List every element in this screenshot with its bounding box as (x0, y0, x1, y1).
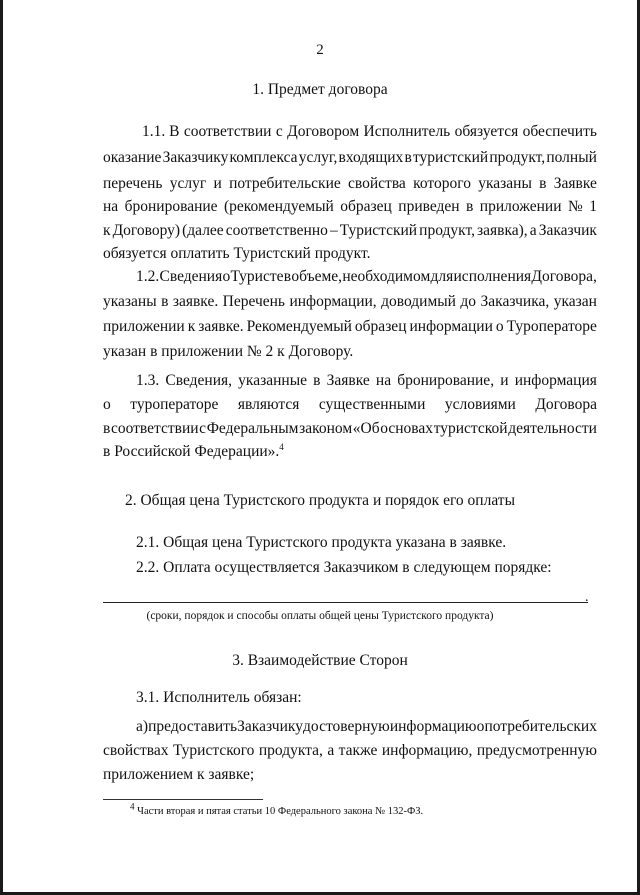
para-1-3-line-2 (103, 395, 597, 415)
section-3-heading: 3. Взаимодействие Сторон (232, 652, 408, 669)
word: Заказчика, (480, 293, 550, 310)
word: полный (546, 149, 597, 166)
word: достоверную (303, 718, 390, 735)
footnote-mark: 4 (130, 801, 135, 812)
word: 1.2. (136, 268, 160, 285)
word: в (313, 372, 321, 389)
word: 1.1. В (142, 123, 180, 140)
word: указаны (478, 175, 532, 192)
word: Заказчику (237, 718, 303, 735)
word: условиями (444, 396, 516, 413)
word: заявке. (198, 318, 244, 335)
word: к (103, 222, 111, 239)
word: 1 (589, 198, 597, 215)
word: существенными (318, 396, 426, 413)
word: образец (354, 318, 407, 335)
footnote (130, 801, 424, 817)
word: в (161, 293, 169, 310)
word: приложении (479, 198, 562, 215)
footnote-reference: 4 (279, 441, 284, 452)
para-3-1: 3.1. Исполнитель обязан: (136, 689, 302, 706)
word: на (375, 372, 392, 389)
word: о (476, 718, 485, 735)
word: потребительские (229, 175, 341, 192)
word: предоставить (148, 718, 238, 735)
para-1-1-line-4 (103, 197, 597, 217)
word: объеме, (291, 268, 343, 285)
word: Договором (287, 123, 360, 140)
word: приложении (103, 318, 185, 335)
word: соответствии (110, 420, 199, 437)
word: 1.3. (136, 372, 160, 389)
footnote-text: Части вторая и пятая статьи 10 Федерального закона № 132-ФЗ. (134, 806, 424, 817)
word: к (187, 318, 196, 335)
word: соответствии (183, 123, 272, 140)
para-1-1-line-6: обязуется оплатить Туристский продукт. (103, 245, 371, 262)
para-3-1-a-line-1 (136, 717, 597, 737)
para-3-1-a-line-3: приложением к заявке; (103, 766, 255, 783)
word: также (338, 742, 378, 759)
word: комплекса (229, 149, 298, 166)
section-2-heading: 2. Общая цена Туристского продукта и порядок его оплаты (124, 492, 515, 509)
word: а (529, 222, 537, 239)
word: соответственно (225, 222, 328, 239)
word: Заказчик (538, 222, 597, 239)
word: с (199, 420, 207, 437)
word: обеспечить (522, 123, 597, 140)
word: а (327, 742, 335, 759)
word: указанные (238, 372, 307, 389)
word: информации, (289, 293, 377, 310)
para-1-1-line-1 (142, 122, 597, 142)
word: туристской (433, 420, 508, 437)
word: Договора (535, 396, 597, 413)
word: Заявке (553, 175, 597, 192)
word: оказание (103, 149, 162, 166)
word: до (460, 293, 477, 310)
word: Туроператоре (506, 318, 597, 335)
para-1-3-line-4: в Российской Федерации».$^4$ (103, 441, 284, 460)
word: приведен (398, 198, 460, 215)
word: входящих (338, 149, 404, 166)
word: в (466, 198, 474, 215)
footnote-separator (103, 799, 263, 800)
word: услуг (169, 175, 207, 192)
word: Договора, (531, 268, 597, 285)
para-1-2-line-3 (103, 317, 597, 337)
word: образец (340, 198, 392, 215)
fill-in-line-end: . (585, 590, 589, 605)
word: о (222, 268, 231, 285)
word: на (103, 198, 119, 215)
word: являются (237, 396, 300, 413)
word: исполнения (453, 268, 532, 285)
word: продукт, (419, 222, 475, 239)
word: Туристе (230, 268, 284, 285)
word: с (275, 123, 283, 140)
word: и (500, 372, 509, 389)
section-1-heading: 1. Предмет договора (252, 81, 388, 98)
fill-in-caption: (сроки, порядок и способы оплаты общей цены Туристского продукта) (146, 610, 494, 622)
para-1-3-line-1 (136, 371, 597, 391)
para-2-1: 2.1. Общая цена Туристского продукта указана в заявке. (136, 534, 507, 551)
word: в (103, 420, 111, 437)
para-1-1-line-3 (103, 174, 597, 194)
page-number: 2 (316, 42, 324, 58)
word: информацию, (381, 742, 473, 759)
word: Заявке (326, 372, 370, 389)
word: туристский (412, 149, 489, 166)
word: указаны (103, 293, 157, 310)
word: обязуется (454, 123, 519, 140)
word: в (539, 175, 547, 192)
word: о (495, 318, 504, 335)
word: доводимый (381, 293, 456, 310)
word: услуг, (298, 149, 338, 166)
word: – (329, 222, 338, 239)
word: в (283, 268, 292, 285)
word: туроператоре (130, 396, 219, 413)
para-1-3-line-3 (103, 419, 597, 439)
word: «Об (352, 420, 380, 437)
word: Договору) (112, 222, 181, 239)
word: (рекомендуемый (224, 198, 334, 215)
word: деятельности (508, 420, 597, 437)
word: перечень (103, 175, 163, 192)
word: и (213, 175, 222, 192)
word: Рекомендуемый (246, 318, 352, 335)
word: которого (413, 175, 471, 192)
para-1-1-line-5 (103, 221, 597, 241)
word: информацию (389, 718, 477, 735)
para-2-2: 2.2. Оплата осуществляется Заказчиком в следующем порядке: (136, 559, 552, 576)
word: продукта, (258, 742, 323, 759)
word: основах (380, 420, 434, 437)
word: Перечень (222, 293, 285, 310)
word: продукт, (489, 149, 546, 166)
para-1-2-line-4: указан в приложении № 2 к Договору. (103, 343, 354, 360)
word: о (103, 396, 111, 413)
word: свойства (348, 175, 406, 192)
word: законом (299, 420, 353, 437)
word: Сведения, (165, 372, 233, 389)
word: заявка), (477, 222, 528, 239)
word: Сведения (159, 268, 223, 285)
word: бронирование (124, 198, 218, 215)
word: Исполнитель (363, 123, 451, 140)
word: (далее (182, 222, 224, 239)
word: информации (409, 318, 493, 335)
word: свойствах (103, 742, 169, 759)
para-1-1-line-2 (103, 148, 597, 168)
word: для (430, 268, 454, 285)
word: Федеральным (206, 420, 299, 437)
word: указан (553, 293, 597, 310)
word: Туристский (339, 222, 418, 239)
word: потребительских (484, 718, 597, 735)
word: № (567, 198, 583, 215)
word: а) (136, 718, 149, 735)
fill-in-line (103, 602, 588, 603)
word: необходимом (342, 268, 431, 285)
word: информация (514, 372, 597, 389)
word: бронирование, (397, 372, 495, 389)
scan-border-left (0, 0, 3, 895)
word: в (404, 149, 412, 166)
word: предусмотренную (476, 742, 597, 759)
para-3-1-a-line-2 (103, 741, 597, 761)
word: Туристского (172, 742, 255, 759)
para-1-2-line-2 (103, 292, 597, 312)
word: заявке. (172, 293, 219, 310)
para-1-2-line-1 (136, 267, 597, 287)
word: Заказчику (162, 149, 229, 166)
